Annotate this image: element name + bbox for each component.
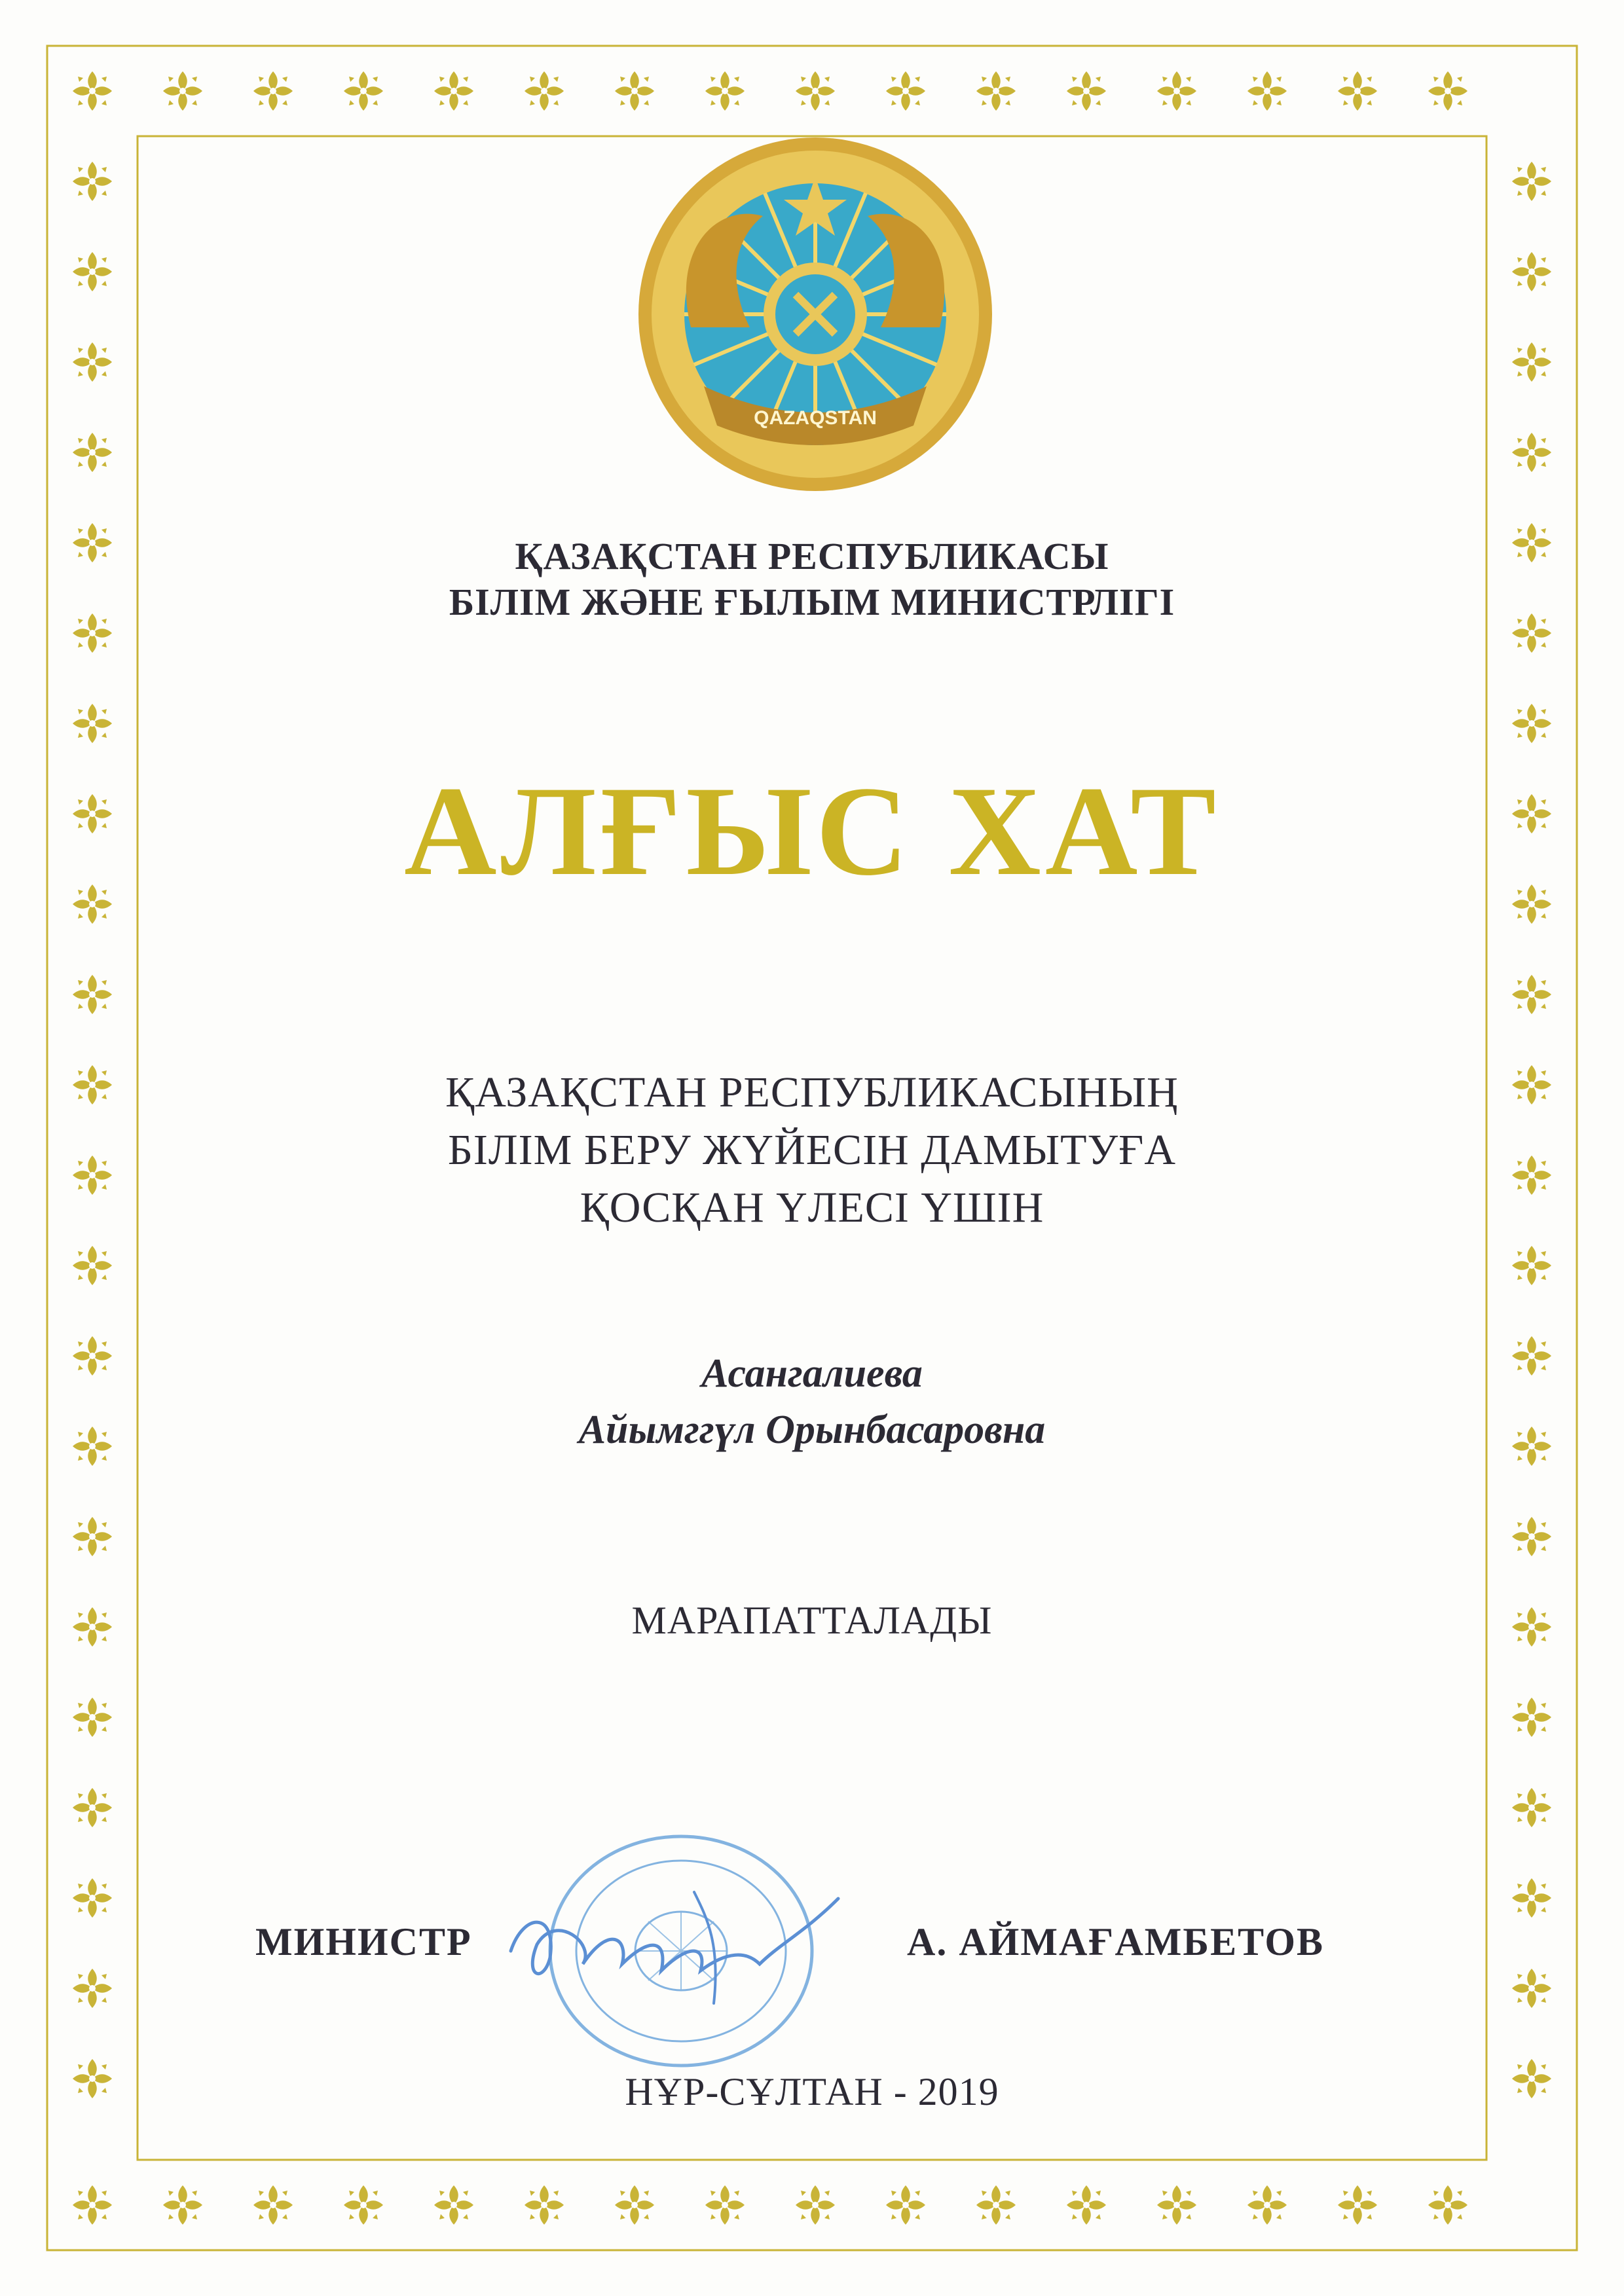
border-motif-icon [1428, 71, 1467, 111]
border-motif-icon [73, 1788, 112, 1827]
border-motif-icon [73, 1517, 112, 1556]
border-motif-icon [1512, 1517, 1551, 1556]
border-motif-icon [615, 2185, 654, 2225]
border-motif-icon [1338, 2185, 1377, 2225]
award-reason [0, 1064, 1624, 1237]
certificate-title: АЛҒЫС ХАТ [404, 760, 1220, 902]
border-motif-icon [434, 2185, 473, 2225]
border-motif-icon [976, 71, 1016, 111]
border-motif-icon [73, 162, 112, 201]
recipient-given-names: Айымггүл Орынбасаровна [578, 1408, 1046, 1452]
recipient-surname: Асангалиева [701, 1351, 923, 1396]
border-motif-icon [73, 1698, 112, 1737]
border-motif-icon [1157, 2185, 1196, 2225]
border-motif-icon [73, 252, 112, 291]
border-motif-icon [1512, 1969, 1551, 2008]
signatory-position: МИНИСТР [255, 1920, 472, 1963]
border-motif-icon [1338, 71, 1377, 111]
ministry-line-2: БІЛІМ ЖӘНЕ ҒЫЛЫМ МИНИСТРЛІГІ [449, 581, 1175, 623]
border-motif-icon [976, 2185, 1016, 2225]
border-motif-icon [615, 71, 654, 111]
border-motif-icon [73, 433, 112, 472]
signatory-name: А. АЙМАҒАМБЕТОВ [907, 1920, 1325, 1963]
border-motif-icon [1247, 2185, 1287, 2225]
border-motif-icon [73, 2185, 112, 2225]
border-motif-icon [163, 71, 202, 111]
place-and-year: НҰР-СҰЛТАН - 2019 [625, 2070, 999, 2113]
border-motif-icon [886, 71, 925, 111]
ministry-heading [0, 534, 1624, 625]
border-motif-icon [73, 342, 112, 382]
border-motif-icon [1512, 1698, 1551, 1737]
border-motif-icon [73, 71, 112, 111]
border-motif-icon [796, 71, 835, 111]
border-motif-icon [1157, 71, 1196, 111]
reason-line-1: ҚАЗАҚСТАН РЕСПУБЛИКАСЫНЫҢ [445, 1068, 1179, 1116]
border-motif-icon [73, 1969, 112, 2008]
border-motif-icon [1512, 704, 1551, 743]
border-motif-icon [253, 2185, 293, 2225]
state-emblem-icon [632, 131, 999, 498]
border-motif-icon [73, 704, 112, 743]
border-motif-icon [1512, 1246, 1551, 1285]
border-motif-icon [1247, 71, 1287, 111]
border-motif-icon [1512, 1788, 1551, 1827]
border-motif-icon [705, 2185, 745, 2225]
border-motif-icon [796, 2185, 835, 2225]
svg-text:QAZAQSTAN: QAZAQSTAN [754, 407, 877, 429]
border-motif-icon [1512, 252, 1551, 291]
border-motif-icon [525, 71, 564, 111]
border-motif-icon [434, 71, 473, 111]
awarded-text: МАРАПАТТАЛАДЫ [631, 1599, 993, 1642]
border-motif-icon [1512, 975, 1551, 1014]
border-motif-icon [1067, 71, 1106, 111]
border-motif-icon [344, 2185, 383, 2225]
border-motif-icon [1512, 1878, 1551, 1918]
border-motif-icon [73, 975, 112, 1014]
border-motif-icon [525, 2185, 564, 2225]
border-motif-icon [1067, 2185, 1106, 2225]
border-motif-icon [1512, 162, 1551, 201]
border-motif-icon [705, 71, 745, 111]
border-motif-icon [886, 2185, 925, 2225]
border-motif-icon [73, 1246, 112, 1285]
border-motif-icon [163, 2185, 202, 2225]
signature-icon [498, 1872, 864, 2016]
recipient-name [0, 1345, 1624, 1458]
border-motif-icon [253, 71, 293, 111]
border-motif-icon [73, 1878, 112, 1918]
border-motif-icon [1428, 2185, 1467, 2225]
border-motif-icon [1512, 433, 1551, 472]
reason-line-2: БІЛІМ БЕРУ ЖҮЙЕСІН ДАМЫТУҒА [447, 1126, 1177, 1174]
ministry-line-1: ҚАЗАҚСТАН РЕСПУБЛИКАСЫ [515, 535, 1109, 577]
border-motif-icon [1512, 342, 1551, 382]
reason-line-3: ҚОСҚАН ҮЛЕСІ ҮШІН [580, 1184, 1044, 1231]
border-motif-icon [344, 71, 383, 111]
